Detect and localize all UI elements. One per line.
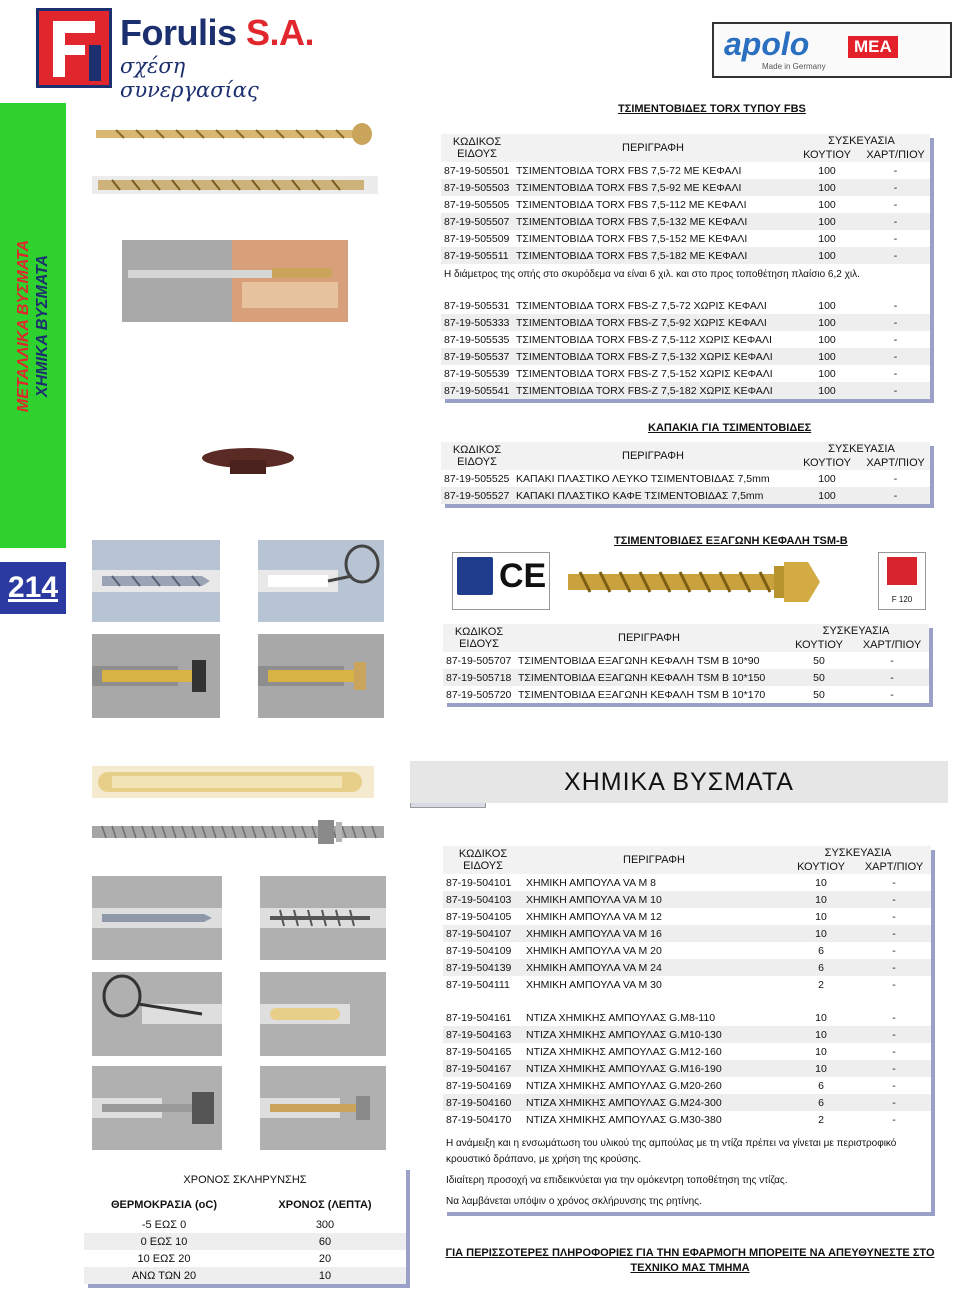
cell-temperature: 10 ΕΩΣ 20 (84, 1250, 244, 1267)
cell-box: 6 (785, 1094, 857, 1111)
cell-carton: - (857, 976, 931, 993)
brand-tagline: σχέση συνεργασίας (120, 54, 259, 102)
cell-desc: ΝΤΙΖΑ ΧΗΜΙΚΗΣ ΑΜΠΟΥΛΑΣ G.M8-110 (523, 1009, 785, 1026)
curing-row (84, 1216, 406, 1233)
cell-code: 87-19-504101 (443, 874, 523, 891)
cell-carton: - (861, 348, 930, 365)
cell-time: 300 (244, 1216, 406, 1233)
table-row (441, 213, 930, 230)
cell-carton: - (861, 331, 930, 348)
cell-desc: ΤΣΙΜΕΝΤΟΒΙΔΑ TORX FBS-Z 7,5-92 ΧΩΡΙΣ ΚΕΦΑΛΙ (513, 314, 793, 331)
chem-note-3: Να λαμβάνεται υπόψιν ο χρόνος σκλήρυνσης της ρητίνης. (443, 1191, 931, 1212)
cell-desc: ΧΗΜΙΚΗ ΑΜΠΟΥΛΑ VA M 30 (523, 976, 785, 993)
table-row (443, 1060, 931, 1077)
cell-time: 20 (244, 1250, 406, 1267)
cell-carton: - (855, 686, 929, 703)
cell-box: 100 (793, 247, 861, 264)
cell-box: 6 (785, 959, 857, 976)
cell-desc: ΤΣΙΜΕΝΤΟΒΙΔΑ TORX FBS-Z 7,5-152 ΧΩΡΙΣ ΚΕΦΑΛΙ (513, 365, 793, 382)
chem-step-blow-image (92, 972, 222, 1056)
cell-carton: - (861, 365, 930, 382)
cell-code: 87-19-504111 (443, 976, 523, 993)
cell-carton: - (861, 314, 930, 331)
cell-box: 100 (793, 179, 861, 196)
table-row (443, 1043, 931, 1060)
apolo-mea-logo (712, 22, 952, 78)
cell-box: 10 (785, 874, 857, 891)
category-sidebar (0, 103, 66, 548)
cell-desc: ΤΣΙΜΕΝΤΟΒΙΔΑ TORX FBS 7,5-72 ΜΕ ΚΕΦΑΛΙ (513, 162, 793, 179)
cell-code: 87-19-505720 (443, 686, 515, 703)
cell-carton: - (857, 942, 931, 959)
cell-carton: - (857, 1043, 931, 1060)
col-box: ΚΟΥΤΙΟΥ (793, 148, 861, 162)
table-row (443, 686, 929, 703)
table-row (443, 669, 929, 686)
cell-code: 87-19-504160 (443, 1094, 523, 1111)
table-row (443, 942, 931, 959)
cell-desc: ΝΤΙΖΑ ΧΗΜΙΚΗΣ ΑΜΠΟΥΛΑΣ G.M16-190 (523, 1060, 785, 1077)
torx-screw-noh-image (92, 170, 378, 200)
table-row (443, 908, 931, 925)
cell-carton: - (857, 925, 931, 942)
curing-row (84, 1233, 406, 1250)
cell-temperature: -5 ΕΩΣ 0 (84, 1216, 244, 1233)
cell-desc: ΤΣΙΜΕΝΤΟΒΙΔΑ TORX FBS 7,5-152 ΜΕ ΚΕΦΑΛΙ (513, 230, 793, 247)
cell-desc: ΤΣΙΜΕΝΤΟΒΙΔΑ TORX FBS 7,5-132 ΜΕ ΚΕΦΑΛΙ (513, 213, 793, 230)
cell-carton: - (855, 652, 929, 669)
cell-box: 100 (793, 470, 861, 487)
cell-code: 87-19-505537 (441, 348, 513, 365)
cell-desc: ΤΣΙΜΕΝΤΟΒΙΔΑ TORX FBS 7,5-182 ΜΕ ΚΕΦΑΛΙ (513, 247, 793, 264)
forulis-f-mark (36, 8, 112, 88)
eta-seal-icon (457, 557, 493, 595)
col-time: ΧΡΟΝΟΣ (ΛΕΠΤΑ) (278, 1199, 372, 1211)
cell-box: 100 (793, 487, 861, 504)
blow-out-image (258, 540, 384, 622)
cell-carton: - (857, 874, 931, 891)
cell-desc: ΧΗΜΙΚΗ ΑΜΠΟΥΛΑ VA M 16 (523, 925, 785, 942)
cell-carton: - (861, 470, 930, 487)
plastic-cap-image (200, 446, 296, 476)
cell-code: 87-19-505531 (441, 297, 513, 314)
table-row (441, 348, 930, 365)
cell-desc: ΤΣΙΜΕΝΤΟΒΙΔΑ TORX FBS-Z 7,5-112 ΧΩΡΙΣ ΚΕΦΑΛΙ (513, 331, 793, 348)
table-row (441, 297, 930, 314)
cell-desc: ΤΣΙΜΕΝΤΟΒΙΔΑ ΕΞΑΓΩΝΗ ΚΕΦΑΛΗ TSM B 10*90 (515, 652, 783, 669)
cell-desc: ΧΗΜΙΚΗ ΑΜΠΟΥΛΑ VA M 10 (523, 891, 785, 908)
cell-carton: - (861, 179, 930, 196)
col-code: ΚΩΔΙΚΟΣ ΕΙΔΟΥΣ (441, 134, 513, 162)
torx-screw-image (96, 122, 376, 146)
cell-box: 10 (785, 1060, 857, 1077)
chem-step-fixed-image (260, 1066, 386, 1150)
cell-temperature: ΑΝΩ ΤΩΝ 20 (84, 1267, 244, 1284)
fire-house-icon (887, 557, 917, 585)
cell-carton: - (861, 230, 930, 247)
curing-title: ΧΡΟΝΟΣ ΣΚΛΗΡΥΝΣΗΣ (183, 1174, 307, 1186)
cell-code: 87-19-504105 (443, 908, 523, 925)
cell-desc: ΝΤΙΖΑ ΧΗΜΙΚΗΣ ΑΜΠΟΥΛΑΣ G.M20-260 (523, 1077, 785, 1094)
table-row (443, 652, 929, 669)
made-in-germany: Made in Germany (762, 62, 826, 71)
cell-desc: ΚΑΠΑΚΙ ΠΛΑΣΤΙΚΟ ΚΑΦΕ ΤΣΙΜΕΝΤΟΒΙΔΑΣ 7,5mm (513, 487, 793, 504)
cell-code: 87-19-504139 (443, 959, 523, 976)
table-row (441, 365, 930, 382)
cell-code: 87-19-505525 (441, 470, 513, 487)
cell-code: 87-19-504167 (443, 1060, 523, 1077)
cell-carton: - (861, 196, 930, 213)
drill-hole-image (92, 540, 220, 622)
cell-desc: ΝΤΙΖΑ ΧΗΜΙΚΗΣ ΑΜΠΟΥΛΑΣ G.M24-300 (523, 1094, 785, 1111)
chem-step-drive-image (92, 1066, 222, 1150)
cell-desc: ΤΣΙΜΕΝΤΟΒΙΔΑ TORX FBS-Z 7,5-132 ΧΩΡΙΣ ΚΕΦΑΛΙ (513, 348, 793, 365)
ce-certificate (452, 552, 550, 610)
table-row (443, 1094, 931, 1111)
cell-code: 87-19-504165 (443, 1043, 523, 1060)
section-title-torx-fbs: ΤΣΙΜΕΝΤΟΒΙΔΕΣ TORX ΤΥΠΟΥ FBS (618, 103, 806, 115)
cell-desc: ΧΗΜΙΚΗ ΑΜΠΟΥΛΑ VA M 8 (523, 874, 785, 891)
threaded-rod-image (92, 816, 384, 848)
cell-carton: - (861, 247, 930, 264)
cell-carton: - (857, 1094, 931, 1111)
cell-box: 50 (783, 652, 855, 669)
cell-desc: ΧΗΜΙΚΗ ΑΜΠΟΥΛΑ VA M 24 (523, 959, 785, 976)
forulis-logo (36, 8, 326, 102)
chemical-ampoule-image (92, 762, 374, 802)
cell-code: 87-19-504169 (443, 1077, 523, 1094)
cell-box: 100 (793, 331, 861, 348)
cell-code: 87-19-504103 (443, 891, 523, 908)
caps-table: ΚΩΔΙΚΟΣ ΕΙΔΟΥΣ ΠΕΡΙΓΡΑΦΗ ΣΥΣΚΕΥΑΣΙΑ ΚΟΥΤΙΟΥ ΧΑΡΤ/ΠΙΟΥ 87-19-505525 ΚΑΠΑΚΙ ΠΛΑΣΤΙΚΟ ΛΕΥΚΟ ΤΣΙΜΕΝΤΟΒΙΔΑΣ 7,5mm 100 - 87-19-505527 ΚΑΠΑΚΙ ΠΛΑΣΤΙΚΟ ΚΑΦΕ ΤΣΙΜΕΝΤΟΒΙΔΑΣ 7,5mm 100 - (441, 442, 930, 504)
col-carton: ΧΑΡΤ/ΠΙΟΥ (861, 148, 930, 162)
cell-code: 87-19-505505 (441, 196, 513, 213)
cell-desc: ΤΣΙΜΕΝΤΟΒΙΔΑ TORX FBS-Z 7,5-182 ΧΩΡΙΣ ΚΕΦΑΛΙ (513, 382, 793, 399)
table-row (443, 976, 931, 993)
cell-box: 100 (793, 314, 861, 331)
table-row (443, 891, 931, 908)
cell-carton: - (857, 891, 931, 908)
cell-box: 2 (785, 976, 857, 993)
cell-carton: - (857, 1009, 931, 1026)
cell-box: 100 (793, 196, 861, 213)
cell-desc: ΤΣΙΜΕΝΤΟΒΙΔΑ TORX FBS 7,5-112 ΜΕ ΚΕΦΑΛΙ (513, 196, 793, 213)
cell-code: 87-19-504109 (443, 942, 523, 959)
hole-diameter-note: Η διάμετρος της οπής στο σκυρόδεμα να είναι 6 χιλ. και στο προς τοποθέτηση πλαίσιο 6,2 χιλ. (444, 269, 860, 280)
cell-desc: ΝΤΙΖΑ ΧΗΜΙΚΗΣ ΑΜΠΟΥΛΑΣ G.M30-380 (523, 1111, 785, 1128)
col-pack: ΣΥΣΚΕΥΑΣΙΑ (793, 134, 930, 148)
table-row (443, 1111, 931, 1128)
table-row (443, 1009, 931, 1026)
curing-time-table (84, 1166, 406, 1284)
tsm-b-table: ΚΩΔΙΚΟΣ ΕΙΔΟΥΣ ΠΕΡΙΓΡΑΦΗ ΣΥΣΚΕΥΑΣΙΑ ΚΟΥΤΙΟΥ ΧΑΡΤ/ΠΙΟΥ 87-19-505707 ΤΣΙΜΕΝΤΟΒΙΔΑ ΕΞΑΓΩΝΗ ΚΕΦΑΛΗ TSM B 10*90 50 - 87-19-505718 ΤΣΙΜΕΝΤΟΒΙΔΑ ΕΞΑΓΩΝΗ ΚΕΦΑΛΗ TSM B 10*150 50 - 87-19-505720 ΤΣΙΜΕΝΤΟΒΙΔΑ ΕΞΑΓΩΝΗ ΚΕΦΑΛΗ TSM B 10*170 50 - (443, 624, 929, 703)
cell-carton: - (861, 213, 930, 230)
table-row (441, 470, 930, 487)
cell-desc: ΤΣΙΜΕΝΤΟΒΙΔΑ TORX FBS 7,5-92 ΜΕ ΚΕΦΑΛΙ (513, 179, 793, 196)
cell-temperature: 0 ΕΩΣ 10 (84, 1233, 244, 1250)
cell-box: 100 (793, 162, 861, 179)
chemical-anchors-table: ΚΩΔΙΚΟΣ ΕΙΔΟΥΣ ΠΕΡΙΓΡΑΦΗ ΣΥΣΚΕΥΑΣΙΑ ΚΟΥΤΙΟΥ ΧΑΡΤ/ΠΙΟΥ 87-19-504101 ΧΗΜΙΚΗ ΑΜΠΟΥΛΑ VA M 8 10 - 87-19-504103 ΧΗΜΙΚΗ ΑΜΠΟΥΛΑ VA M 10 10 - 87-19-504105 ΧΗΜΙΚΗ ΑΜΠΟΥΛΑ VA M 12 10 - 87-19-504107 ΧΗΜΙΚΗ ΑΜΠΟΥΛΑ VA M 16 10 - 87-19-504109 ΧΗΜΙΚΗ ΑΜΠΟΥΛΑ VA M 20 6 - 87-19-504139 ΧΗΜΙΚΗ ΑΜΠΟΥΛΑ VA M 24 6 - 87-19-504111 ΧΗΜΙΚΗ ΑΜΠΟΥΛΑ VA M 30 2 - 87-19-504161 ΝΤΙΖΑ ΧΗΜΙΚΗΣ ΑΜΠΟΥΛΑΣ G.M8-110 10 - 87-19-504163 ΝΤΙΖΑ ΧΗΜΙΚΗΣ ΑΜΠΟΥΛΑΣ G.M10-130 10 - 87-19-504165 ΝΤΙΖΑ ΧΗΜΙΚΗΣ ΑΜΠΟΥΛΑΣ G.M12-160 10 - 87-19-504167 ΝΤΙΖΑ ΧΗΜΙΚΗΣ ΑΜΠΟΥΛΑΣ G.M16-190 10 - 87-19-504169 ΝΤΙΖΑ ΧΗΜΙΚΗΣ ΑΜΠΟΥΛΑΣ G.M20-260 6 - 87-19-504160 ΝΤΙΖΑ ΧΗΜΙΚΗΣ ΑΜΠΟΥΛΑΣ G.M24-300 6 - 87-19-504170 ΝΤΙΖΑ ΧΗΜΙΚΗΣ ΑΜΠΟΥΛΑΣ G.M30-380 2 - Η ανάμειξη και η ενσωμάτωση του υλικού της αμπούλας με τη ντίζα πρέπει να γίνεται με περιστροφικό κρουστικό δράπανο, με χρήση της κρούσης. Ιδιαίτερη προσοχή να επιδεικνύεται για την ομόκεντρη τοποθέτηση της ντίζας. Να λαμβάνεται υπόψιν ο χρόνος σκλήρυνσης της ρητίνης. (443, 846, 931, 1212)
table-row (441, 196, 930, 213)
sidebar-line-2: ΧΗΜΙΚΑ ΒΥΣΜΑΤΑ (34, 254, 51, 397)
cell-box: 100 (793, 348, 861, 365)
cell-desc: ΤΣΙΜΕΝΤΟΒΙΔΑ ΕΞΑΓΩΝΗ ΚΕΦΑΛΗ TSM B 10*170 (515, 686, 783, 703)
col-desc: ΠΕΡΙΓΡΑΦΗ (513, 134, 793, 162)
cell-carton: - (857, 1060, 931, 1077)
cell-carton: - (857, 908, 931, 925)
table-row (443, 874, 931, 891)
table-row (441, 487, 930, 504)
cell-carton: - (861, 162, 930, 179)
torx-fbs-table (441, 134, 930, 399)
cell-carton: - (857, 959, 931, 976)
cell-box: 50 (783, 669, 855, 686)
cell-code: 87-19-505535 (441, 331, 513, 348)
cell-code: 87-19-504170 (443, 1111, 523, 1128)
cell-box: 10 (785, 1043, 857, 1060)
table-row (441, 179, 930, 196)
table-row (441, 314, 930, 331)
sidebar-line-1: ΜΕΤΑΛΛΙΚΑ ΒΥΣΜΑΤΑ (15, 239, 32, 412)
table-row (441, 247, 930, 264)
apolo-wordmark: apolo (724, 26, 810, 62)
cell-carton: - (855, 669, 929, 686)
table-row (441, 331, 930, 348)
cell-desc: ΤΣΙΜΕΝΤΟΒΙΔΑ TORX FBS-Z 7,5-72 ΧΩΡΙΣ ΚΕΦΑΛΙ (513, 297, 793, 314)
cell-code: 87-19-505507 (441, 213, 513, 230)
table-row (441, 230, 930, 247)
cell-code: 87-19-505539 (441, 365, 513, 382)
cell-box: 10 (785, 891, 857, 908)
cell-box: 6 (785, 1077, 857, 1094)
table-row (443, 959, 931, 976)
cell-code: 87-19-505718 (443, 669, 515, 686)
table-row (443, 925, 931, 942)
cell-code: 87-19-504163 (443, 1026, 523, 1043)
cell-box: 6 (785, 942, 857, 959)
cell-time: 10 (244, 1267, 406, 1284)
cell-carton: - (861, 487, 930, 504)
cell-box: 100 (793, 297, 861, 314)
cell-desc: ΧΗΜΙΚΗ ΑΜΠΟΥΛΑ VA M 20 (523, 942, 785, 959)
chem-note-2: Ιδιαίτερη προσοχή να επιδεικνύεται για την ομόκεντρη τοποθέτηση της ντίζας. (443, 1170, 931, 1191)
chem-step-drill-image (92, 876, 222, 960)
cell-box: 100 (793, 365, 861, 382)
cell-code: 87-19-504107 (443, 925, 523, 942)
table-row (441, 382, 930, 399)
chem-step-insert-image (260, 972, 386, 1056)
cell-code: 87-19-505527 (441, 487, 513, 504)
cell-desc: ΝΤΙΖΑ ΧΗΜΙΚΗΣ ΑΜΠΟΥΛΑΣ G.M10-130 (523, 1026, 785, 1043)
tsm-install-image-2 (258, 634, 384, 718)
page-number: 214 (0, 562, 66, 614)
col-temperature: ΘΕΡΜΟΚΡΑΣΙΑ (oC) (110, 1199, 217, 1211)
cell-box: 100 (793, 230, 861, 247)
cell-box: 10 (785, 1009, 857, 1026)
cell-box: 50 (783, 686, 855, 703)
table-row (441, 162, 930, 179)
section-title-tsm-b: ΤΣΙΜΕΝΤΟΒΙΔΕΣ ΕΞΑΓΩΝΗ ΚΕΦΑΛΗ TSM-B (614, 535, 848, 547)
cell-desc: ΝΤΙΖΑ ΧΗΜΙΚΗΣ ΑΜΠΟΥΛΑΣ G.M12-160 (523, 1043, 785, 1060)
chemical-anchors-title: ΧΗΜΙΚΑ ΒΥΣΜΑΤΑ (410, 761, 948, 803)
cell-box: 100 (793, 213, 861, 230)
brand-name: Forulis S.A. (120, 12, 315, 53)
fire-rating-badge: F 120 (878, 552, 926, 610)
curing-row (84, 1267, 406, 1284)
cell-carton: - (861, 382, 930, 399)
cell-box: 100 (793, 382, 861, 399)
table-row (443, 1077, 931, 1094)
cell-code: 87-19-504161 (443, 1009, 523, 1026)
cell-code: 87-19-505333 (441, 314, 513, 331)
ce-mark: CE (499, 557, 547, 595)
cell-code: 87-19-505541 (441, 382, 513, 399)
cell-time: 60 (244, 1233, 406, 1250)
footer-contact-note: ΓΙΑ ΠΕΡΙΣΣΟΤΕΡΕΣ ΠΛΗΡΟΦΟΡΙΕΣ ΓΙΑ ΤΗΝ ΕΦΑΡΜΟΓΗ ΜΠΟΡΕΙΤΕ ΝΑ ΑΠΕΥΘΥΝΕΣΤΕ ΣΤΟ ΤΕΧΝΙΚΟ ΜΑΣ ΤΜΗΜΑ (445, 1247, 935, 1274)
tsm-install-image-1 (92, 634, 220, 718)
cell-code: 87-19-505503 (441, 179, 513, 196)
table-row (443, 1026, 931, 1043)
cell-desc: ΚΑΠΑΚΙ ΠΛΑΣΤΙΚΟ ΛΕΥΚΟ ΤΣΙΜΕΝΤΟΒΙΔΑΣ 7,5mm (513, 470, 793, 487)
cell-code: 87-19-505511 (441, 247, 513, 264)
cell-carton: - (857, 1111, 931, 1128)
cell-carton: - (857, 1026, 931, 1043)
cell-code: 87-19-505509 (441, 230, 513, 247)
cell-box: 10 (785, 908, 857, 925)
curing-row (84, 1250, 406, 1267)
mea-badge: MEA (848, 36, 898, 58)
cell-desc: ΧΗΜΙΚΗ ΑΜΠΟΥΛΑ VA M 12 (523, 908, 785, 925)
chem-step-clean-image (260, 876, 386, 960)
cell-box: 10 (785, 1026, 857, 1043)
cell-desc: ΤΣΙΜΕΝΤΟΒΙΔΑ ΕΞΑΓΩΝΗ ΚΕΦΑΛΗ TSM B 10*150 (515, 669, 783, 686)
tsm-b-screw-image (568, 556, 824, 608)
cell-code: 87-19-505707 (443, 652, 515, 669)
torx-installation-image (122, 240, 348, 322)
section-title-caps: ΚΑΠΑΚΙΑ ΓΙΑ ΤΣΙΜΕΝΤΟΒΙΔΕΣ (648, 422, 812, 434)
cell-carton: - (857, 1077, 931, 1094)
chem-note-1: Η ανάμειξη και η ενσωμάτωση του υλικού της αμπούλας με τη ντίζα πρέπει να γίνεται με περιστροφικό κρουστικό δράπανο, με χρήση της κρούσης. (443, 1134, 931, 1170)
cell-carton: - (861, 297, 930, 314)
cell-box: 2 (785, 1111, 857, 1128)
cell-code: 87-19-505501 (441, 162, 513, 179)
cell-box: 10 (785, 925, 857, 942)
